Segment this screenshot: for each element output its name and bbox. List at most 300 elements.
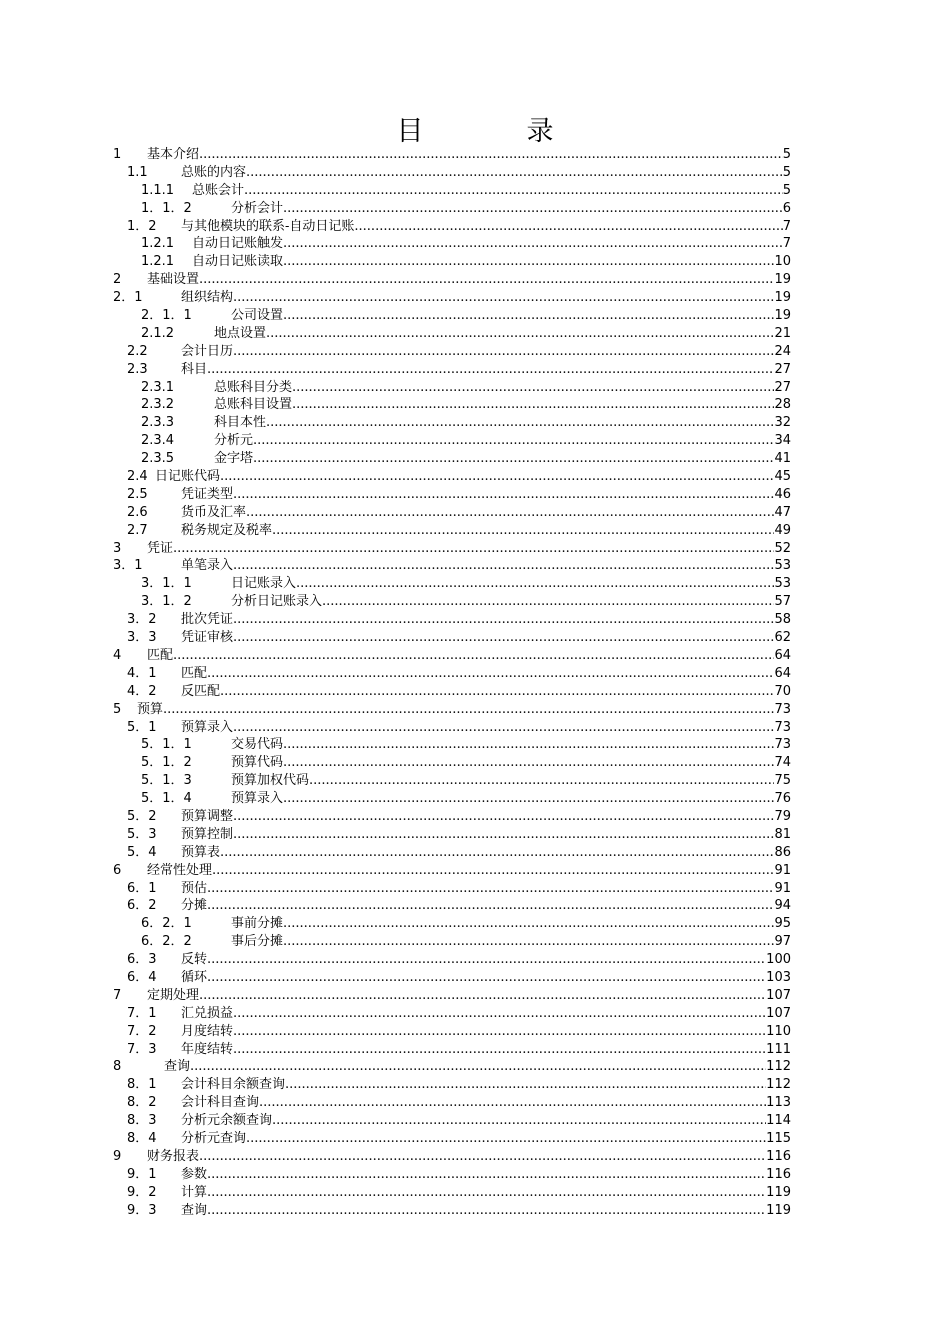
- toc-dot-leader: [283, 933, 774, 951]
- toc-dot-leader: [233, 719, 774, 737]
- toc-dot-leader: [207, 951, 766, 969]
- toc-entry-page-number: 95: [774, 916, 791, 932]
- toc-entry-title: 金字塔: [214, 451, 254, 467]
- toc-entry-number: 9: [113, 1148, 122, 1164]
- toc-entry[interactable]: [113, 1184, 791, 1202]
- toc-entry[interactable]: [113, 933, 791, 951]
- toc-entry-number: 5．3: [127, 826, 157, 842]
- toc-dot-leader: [190, 1058, 766, 1076]
- toc-entry-title: 凭证类型: [181, 486, 234, 502]
- toc-entry-number: 4．2: [127, 683, 157, 699]
- toc-dot-leader: [283, 235, 783, 253]
- toc-entry[interactable]: [113, 164, 791, 182]
- toc-entry-page-number: 70: [774, 683, 791, 699]
- toc-entry[interactable]: [113, 772, 791, 790]
- toc-dot-leader: [259, 1094, 766, 1112]
- toc-entry-page-number: 49: [774, 522, 791, 538]
- toc-entry[interactable]: [113, 450, 791, 468]
- toc-dot-leader: [283, 736, 774, 754]
- toc-dot-leader: [233, 486, 774, 504]
- toc-entry-title: 预算录入: [181, 719, 234, 735]
- toc-entry-title: 计算: [181, 1184, 208, 1200]
- toc-entry-page-number: 100: [766, 952, 791, 968]
- toc-entry[interactable]: [113, 1023, 791, 1041]
- toc-dot-leader: [199, 1148, 766, 1166]
- toc-entry-page-number: 57: [774, 594, 791, 610]
- toc-entry-title: 日记账录入: [231, 576, 297, 592]
- toc-entry-page-number: 58: [774, 612, 791, 628]
- toc-entry-page-number: 47: [774, 504, 791, 520]
- toc-entry-number: 1: [113, 147, 122, 162]
- toc-entry-page-number: 24: [774, 343, 791, 359]
- toc-dot-leader: [296, 575, 774, 593]
- toc-entry[interactable]: [113, 969, 791, 987]
- toc-entry-title: 凭证: [147, 540, 174, 556]
- toc-dot-leader: [309, 772, 774, 790]
- toc-entry[interactable]: [113, 611, 791, 629]
- toc-entry-number: 5．4: [127, 844, 157, 860]
- toc-entry-title: 基本介绍: [147, 147, 200, 162]
- toc-entry-title: 预算加权代码: [231, 773, 310, 789]
- toc-entry-number: 2.4: [127, 469, 148, 485]
- toc-entry-number: 8．3: [127, 1113, 157, 1129]
- toc-entry-number: 3．1．1: [141, 576, 192, 592]
- toc-entry-title: 科目: [181, 361, 208, 377]
- toc-entry[interactable]: [113, 987, 791, 1005]
- toc-entry-title: 凭证审核: [181, 630, 234, 646]
- toc-entry-title: 与其他模块的联系-自动日记账: [181, 218, 355, 234]
- toc-dot-leader: [207, 665, 774, 683]
- toc-entry-number: 2.3.1: [141, 379, 175, 395]
- toc-dot-leader: [220, 683, 774, 701]
- toc-entry-title: 预算代码: [231, 755, 284, 771]
- toc-dot-leader: [246, 504, 774, 522]
- toc-entry-number: 1．2: [127, 218, 157, 234]
- toc-dot-leader: [173, 647, 774, 665]
- toc-entry-title: 参数: [181, 1166, 208, 1182]
- toc-dot-leader: [207, 969, 766, 987]
- toc-dot-leader: [283, 200, 783, 218]
- toc-entry-number: 2.3.2: [141, 397, 175, 413]
- toc-entry-number: 2.7: [127, 522, 148, 538]
- toc-dot-leader: [207, 1202, 766, 1220]
- toc-entry[interactable]: [113, 701, 791, 719]
- toc-entry-title: 反匹配: [181, 683, 221, 699]
- toc-entry-number: 6．2: [127, 898, 157, 914]
- toc-entry-title: 公司设置: [231, 308, 284, 324]
- toc-entry-page-number: 7: [782, 236, 791, 252]
- toc-entry-number: 2.5: [127, 486, 148, 502]
- toc-entry-page-number: 119: [766, 1184, 791, 1200]
- toc-entry-number: 8．2: [127, 1095, 157, 1111]
- toc-dot-leader: [322, 593, 774, 611]
- toc-entry-number: 8．4: [127, 1130, 157, 1146]
- toc-entry-page-number: 27: [774, 379, 791, 395]
- toc-title: 目 录: [396, 116, 592, 147]
- toc-dot-leader: [283, 253, 774, 271]
- toc-entry[interactable]: [113, 557, 791, 575]
- toc-entry-page-number: 53: [774, 558, 791, 574]
- toc-entry-page-number: 62: [774, 630, 791, 646]
- toc-entry-title: 会计科目查询: [181, 1095, 260, 1111]
- toc-entry-page-number: 27: [774, 361, 791, 377]
- toc-entry-page-number: 6: [782, 200, 791, 216]
- toc-entry-number: 5．1．4: [141, 791, 192, 807]
- toc-entry-number: 4．1: [127, 665, 157, 681]
- toc-entry-number: 7: [113, 987, 122, 1003]
- toc-entry-page-number: 28: [774, 397, 791, 413]
- toc-entry[interactable]: [113, 325, 791, 343]
- toc-entry[interactable]: [113, 343, 791, 361]
- toc-entry-page-number: 41: [774, 451, 791, 467]
- toc-dot-leader: [283, 915, 774, 933]
- toc-entry-number: 6．2．2: [141, 934, 192, 950]
- toc-entry[interactable]: [113, 915, 791, 933]
- toc-entry-page-number: 112: [766, 1077, 791, 1093]
- toc-dot-leader: [272, 522, 774, 540]
- toc-entry[interactable]: [113, 432, 791, 450]
- toc-dot-leader: [233, 1023, 766, 1041]
- toc-dot-leader: [233, 1005, 766, 1023]
- toc-entry-number: 7．3: [127, 1041, 157, 1057]
- toc-entry[interactable]: [113, 361, 791, 379]
- toc-entry-number: 5．1．2: [141, 755, 192, 771]
- toc-entry-number: 6．1: [127, 880, 157, 896]
- toc-entry-title: 税务规定及税率: [181, 522, 273, 538]
- toc-entry-number: 6: [113, 862, 122, 878]
- toc-entry-page-number: 110: [766, 1023, 791, 1039]
- toc-entry-page-number: 64: [774, 665, 791, 681]
- toc-dot-leader: [283, 754, 774, 772]
- toc-entry-title: 分析会计: [231, 200, 284, 216]
- toc-entry-title: 批次凭证: [181, 612, 234, 628]
- toc-entry-title: 分析日记账录入: [231, 594, 323, 610]
- toc-entry[interactable]: [113, 522, 791, 540]
- toc-entry[interactable]: [113, 1112, 791, 1130]
- toc-entry-number: 3．3: [127, 630, 157, 646]
- toc-entry-title: 预算调整: [181, 808, 234, 824]
- toc-entry-page-number: 107: [766, 1005, 791, 1021]
- toc-entry-title: 总账的内容: [181, 164, 247, 180]
- toc-entry-title: 货币及汇率: [181, 504, 247, 520]
- toc-entry-title: 总账会计: [192, 182, 245, 198]
- toc-entry-title: 年度结转: [181, 1041, 234, 1057]
- toc-dot-leader: [207, 361, 774, 379]
- toc-entry[interactable]: [113, 808, 791, 826]
- toc-entry-title: 事后分摊: [231, 934, 284, 950]
- toc-entry-title: 匹配: [181, 665, 208, 681]
- toc-dot-leader: [220, 844, 774, 862]
- toc-entry-number: 2.6: [127, 504, 148, 520]
- toc-entry-page-number: 73: [774, 737, 791, 753]
- toc-entry[interactable]: [113, 504, 791, 522]
- toc-entry[interactable]: [113, 575, 791, 593]
- toc-entry-number: 6．4: [127, 969, 157, 985]
- toc-entry-title: 地点设置: [214, 325, 267, 341]
- toc-entry[interactable]: [113, 396, 791, 414]
- toc-entry[interactable]: [113, 414, 791, 432]
- toc-entry[interactable]: [113, 379, 791, 397]
- toc-dot-leader: [199, 146, 783, 164]
- toc-dot-leader: [246, 164, 783, 182]
- toc-entry[interactable]: [113, 665, 791, 683]
- toc-entry-title: 反转: [181, 952, 208, 968]
- toc-entry[interactable]: [113, 218, 791, 236]
- toc-entry-title: 汇兑损益: [181, 1005, 234, 1021]
- toc-dot-leader: [233, 808, 774, 826]
- toc-entry-page-number: 103: [766, 969, 791, 985]
- toc-entry-title: 财务报表: [147, 1148, 200, 1164]
- toc-dot-leader: [285, 1076, 766, 1094]
- toc-entry-number: 2.3.4: [141, 433, 175, 449]
- toc-entry-title: 预算控制: [181, 826, 234, 842]
- toc-dot-leader: [212, 862, 774, 880]
- toc-entry-page-number: 76: [774, 791, 791, 807]
- toc-entry-number: 5．1．1: [141, 737, 192, 753]
- toc-entry-page-number: 53: [774, 576, 791, 592]
- toc-dot-leader: [283, 790, 774, 808]
- toc-entry-page-number: 73: [774, 701, 791, 717]
- toc-entry-page-number: 19: [774, 308, 791, 324]
- toc-entry[interactable]: [113, 826, 791, 844]
- toc-entry[interactable]: [113, 1058, 791, 1076]
- toc-entry[interactable]: [113, 629, 791, 647]
- toc-entry[interactable]: [113, 862, 791, 880]
- toc-dot-leader: [266, 414, 774, 432]
- toc-entry-number: 8: [113, 1059, 122, 1075]
- toc-entry-page-number: 46: [774, 486, 791, 502]
- toc-entry-number: 2．1．1: [141, 308, 192, 324]
- toc-entry[interactable]: [113, 790, 791, 808]
- toc-entry-number: 4: [113, 647, 122, 663]
- toc-dot-leader: [233, 289, 774, 307]
- toc-entry[interactable]: [113, 1202, 791, 1220]
- toc-entry-page-number: 81: [774, 826, 791, 842]
- toc-dot-leader: [233, 343, 774, 361]
- toc-entry-page-number: 32: [774, 415, 791, 431]
- toc-entry[interactable]: [113, 844, 791, 862]
- toc-entry-number: 2.3.3: [141, 415, 175, 431]
- toc-dot-leader: [199, 987, 766, 1005]
- toc-dot-leader: [354, 218, 782, 236]
- toc-entry[interactable]: [113, 540, 791, 558]
- toc-entry-number: 6．3: [127, 952, 157, 968]
- toc-entry-page-number: 119: [766, 1202, 791, 1218]
- toc-entry-title: 总账科目分类: [214, 379, 293, 395]
- toc-entry-title: 匹配: [147, 647, 174, 663]
- toc-entry-page-number: 5: [782, 182, 791, 198]
- toc-entry-title: 预估: [181, 880, 208, 896]
- toc-entry[interactable]: [113, 253, 791, 271]
- toc-entry[interactable]: [113, 754, 791, 772]
- toc-entry-number: 9．1: [127, 1166, 157, 1182]
- toc-entry-page-number: 91: [774, 880, 791, 896]
- toc-entry-page-number: 113: [766, 1095, 791, 1111]
- toc-entry-title: 经常性处理: [147, 862, 213, 878]
- toc-entry-title: 科目本性: [214, 415, 267, 431]
- toc-entry-page-number: 112: [766, 1059, 791, 1075]
- toc-entry-number: 2: [113, 272, 122, 288]
- toc-entry-page-number: 75: [774, 773, 791, 789]
- toc-entry-page-number: 114: [766, 1113, 791, 1129]
- toc-entry-number: 5．2: [127, 808, 157, 824]
- toc-entry-page-number: 97: [774, 934, 791, 950]
- toc-entry[interactable]: [113, 1166, 791, 1184]
- toc-dot-leader: [233, 826, 774, 844]
- toc-entry[interactable]: [113, 647, 791, 665]
- toc-entry-page-number: 19: [774, 290, 791, 306]
- toc-entry-title: 查询: [164, 1059, 191, 1075]
- toc-entry-page-number: 10: [774, 254, 791, 270]
- toc-entry-title: 预算表: [181, 844, 221, 860]
- toc-entry[interactable]: [113, 146, 791, 164]
- toc-entry-number: 3．1．2: [141, 594, 192, 610]
- toc-entry-title: 组织结构: [181, 290, 234, 306]
- toc-entry[interactable]: [113, 719, 791, 737]
- toc-entry-number: 7．1: [127, 1005, 157, 1021]
- toc-entry-number: 1.1.1: [141, 182, 175, 198]
- toc-entry-title: 日记账代码: [155, 469, 221, 485]
- toc-dot-leader: [272, 1112, 766, 1130]
- toc-entry-title: 预算录入: [231, 791, 284, 807]
- toc-entry-title: 循环: [181, 969, 208, 985]
- toc-entry-number: 5．1: [127, 719, 157, 735]
- toc-entry-page-number: 86: [774, 844, 791, 860]
- toc-entry-number: 1.1: [127, 164, 148, 180]
- toc-entry[interactable]: [113, 235, 791, 253]
- toc-entry[interactable]: [113, 1094, 791, 1112]
- toc-entry-page-number: 91: [774, 862, 791, 878]
- toc-dot-leader: [163, 701, 774, 719]
- toc-entry[interactable]: [113, 1041, 791, 1059]
- toc-entry-number: 8．1: [127, 1077, 157, 1093]
- toc-dot-leader: [283, 307, 774, 325]
- toc-entry-page-number: 116: [766, 1148, 791, 1164]
- toc-entry-page-number: 45: [774, 469, 791, 485]
- toc-entry-title: 会计科目余额查询: [181, 1077, 286, 1093]
- toc-dot-leader: [173, 540, 774, 558]
- toc-entry-number: 2.1.2: [141, 325, 175, 341]
- toc-dot-leader: [253, 450, 774, 468]
- toc-entry[interactable]: [113, 307, 791, 325]
- toc-dot-leader: [266, 325, 774, 343]
- toc-entry[interactable]: [113, 486, 791, 504]
- toc-entry[interactable]: [113, 182, 791, 200]
- toc-dot-leader: [233, 1041, 766, 1059]
- toc-dot-leader: [246, 1130, 766, 1148]
- toc-entry[interactable]: [113, 468, 791, 486]
- toc-entry-title: 分析元: [214, 433, 254, 449]
- toc-entry[interactable]: [113, 271, 791, 289]
- toc-entry-title: 定期处理: [147, 987, 200, 1003]
- toc-entry-title: 会计日历: [181, 343, 234, 359]
- toc-entry-title: 月度结转: [181, 1023, 234, 1039]
- toc-dot-leader: [220, 468, 774, 486]
- toc-entry-page-number: 74: [774, 755, 791, 771]
- toc-entry-number: 9．2: [127, 1184, 157, 1200]
- toc-entry[interactable]: [113, 897, 791, 915]
- toc-entry-title: 单笔录入: [181, 558, 234, 574]
- toc-entry-title: 自动日记账读取: [192, 254, 284, 270]
- toc-entry-page-number: 34: [774, 433, 791, 449]
- toc-entry-page-number: 5: [782, 164, 791, 180]
- toc-entry-page-number: 115: [766, 1130, 791, 1146]
- toc-entry[interactable]: [113, 200, 791, 218]
- toc-dot-leader: [207, 1184, 766, 1202]
- toc-entry-number: 5: [113, 701, 122, 717]
- toc-entry-page-number: 19: [774, 272, 791, 288]
- toc-entry-number: 1.2.1: [141, 236, 175, 252]
- toc-entry[interactable]: [113, 1148, 791, 1166]
- toc-entry-page-number: 116: [766, 1166, 791, 1182]
- toc-entry-page-number: 107: [766, 987, 791, 1003]
- toc-entry-number: 3: [113, 540, 122, 556]
- toc-entry-page-number: 111: [766, 1041, 791, 1057]
- toc-entry-page-number: 64: [774, 647, 791, 663]
- toc-entry[interactable]: [113, 1130, 791, 1148]
- toc-entry-title: 查询: [181, 1202, 208, 1218]
- toc-entry-number: 2.2: [127, 343, 148, 359]
- toc-entry-number: 5．1．3: [141, 773, 192, 789]
- toc-entry[interactable]: [113, 289, 791, 307]
- toc-entry-title: 总账科目设置: [214, 397, 293, 413]
- toc-entry-page-number: 5: [782, 147, 791, 162]
- toc-entry-page-number: 94: [774, 898, 791, 914]
- toc-entry-number: 6．2．1: [141, 916, 192, 932]
- toc-entry-title: 预算: [137, 701, 164, 717]
- toc-dot-leader: [207, 1166, 766, 1184]
- toc-entry[interactable]: [113, 1076, 791, 1094]
- toc-dot-leader: [233, 629, 774, 647]
- toc-entry-page-number: 73: [774, 719, 791, 735]
- toc-entry-title: 事前分摊: [231, 916, 284, 932]
- toc-entry-number: 9．3: [127, 1202, 157, 1218]
- toc-entry-title: 交易代码: [231, 737, 284, 753]
- toc-entry[interactable]: [113, 1005, 791, 1023]
- toc-entry[interactable]: [113, 951, 791, 969]
- toc-dot-leader: [233, 611, 774, 629]
- toc-dot-leader: [207, 880, 774, 898]
- toc-entry[interactable]: [113, 880, 791, 898]
- toc-entry-title: 分摊: [181, 898, 208, 914]
- toc-dot-leader: [233, 557, 774, 575]
- toc-dot-leader: [199, 271, 774, 289]
- table-of-contents: [113, 146, 791, 1219]
- toc-entry-title: 分析元余额查询: [181, 1113, 273, 1129]
- toc-entry-number: 2.3: [127, 361, 148, 377]
- toc-entry-title: 自动日记账触发: [192, 236, 284, 252]
- toc-entry-number: 1.2.1: [141, 254, 175, 270]
- toc-entry-page-number: 7: [782, 218, 791, 234]
- toc-entry-number: 2.3.5: [141, 451, 175, 467]
- toc-entry-number: 3．1: [113, 558, 143, 574]
- toc-entry-page-number: 52: [774, 540, 791, 556]
- toc-entry[interactable]: [113, 736, 791, 754]
- toc-dot-leader: [253, 432, 774, 450]
- toc-entry[interactable]: [113, 683, 791, 701]
- toc-dot-leader: [244, 182, 783, 200]
- toc-entry-page-number: 21: [774, 325, 791, 341]
- toc-entry-title: 分析元查询: [181, 1130, 247, 1146]
- toc-dot-leader: [292, 396, 774, 414]
- toc-entry-number: 1．1．2: [141, 200, 192, 216]
- toc-entry-page-number: 79: [774, 808, 791, 824]
- toc-entry-number: 7．2: [127, 1023, 157, 1039]
- toc-dot-leader: [292, 379, 774, 397]
- toc-entry[interactable]: [113, 593, 791, 611]
- toc-entry-number: 2．1: [113, 290, 143, 306]
- toc-dot-leader: [207, 897, 774, 915]
